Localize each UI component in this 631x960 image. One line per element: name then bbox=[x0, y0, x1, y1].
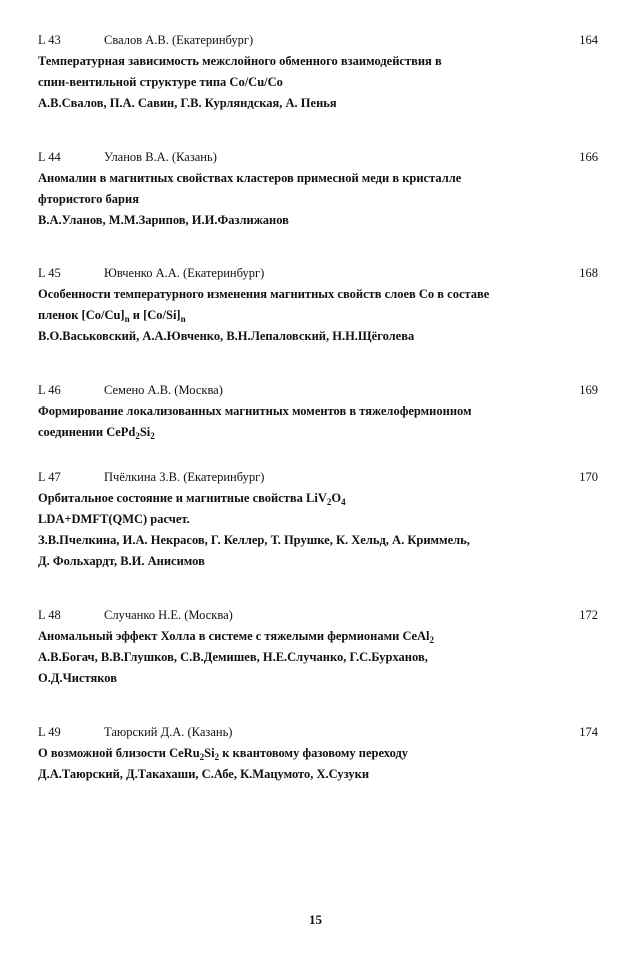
entry-code: L 49 bbox=[38, 725, 61, 739]
entry-code: L 45 bbox=[38, 266, 61, 280]
entry-presenter: Случанко Н.Е. (Москва) bbox=[104, 608, 233, 622]
toc-entry bbox=[38, 263, 598, 347]
entry-title bbox=[38, 743, 598, 764]
entry-authors-line: А.В.Свалов, П.А. Савин, Г.В. Курляндская, А. Пенья bbox=[38, 96, 337, 110]
entry-code: L 48 bbox=[38, 608, 61, 622]
entry-authors bbox=[38, 326, 598, 347]
entry-header bbox=[38, 722, 598, 743]
page-number: 15 bbox=[309, 912, 322, 927]
entry-title-line: Орбитальное состояние и магнитные свойства $LiV_2O_4$ bbox=[38, 491, 346, 507]
toc-entry bbox=[38, 605, 598, 689]
entry-authors bbox=[38, 93, 598, 114]
entry-code: L 44 bbox=[38, 150, 61, 164]
entry-header bbox=[38, 263, 598, 284]
entry-code: L 46 bbox=[38, 383, 61, 397]
entry-page-number: 166 bbox=[579, 150, 598, 164]
entry-presenter: Свалов А.В. (Екатеринбург) bbox=[104, 33, 254, 47]
entry-authors-line: А.В.Богач, В.В.Глушков, С.В.Демишев, Н.Е.Случанко, Г.С.Бурханов, bbox=[38, 650, 428, 664]
entry-title-line: LDA+DMFT(QMC) расчет. bbox=[38, 512, 190, 526]
entry-code: L 47 bbox=[38, 470, 61, 484]
entry-authors-line: О.Д.Чистяков bbox=[38, 671, 117, 685]
entry-page-number: 164 bbox=[579, 33, 598, 47]
toc-entry bbox=[38, 30, 598, 114]
entry-header bbox=[38, 380, 598, 401]
entry-title bbox=[38, 284, 598, 326]
entry-header bbox=[38, 147, 598, 168]
entry-title-line: Аномальный эффект Холла в системе с тяжелыми фермионами CeAl$_2$ bbox=[38, 629, 435, 645]
toc-entry bbox=[38, 722, 598, 785]
entry-authors bbox=[38, 530, 598, 572]
entry-code: L 43 bbox=[38, 33, 61, 47]
entry-authors-line: Д. Фольхардт, В.И. Анисимов bbox=[38, 554, 205, 568]
entry-authors-line: З.В.Пчелкина, И.А. Некрасов, Г. Келлер, Т. Прушке, К. Хельд, А. Криммель, bbox=[38, 533, 470, 547]
entry-title-line: спин-вентильной структуре типа Co/Cu/Co bbox=[38, 75, 283, 89]
entry-header bbox=[38, 467, 598, 488]
entry-presenter: Семено А.В. (Москва) bbox=[104, 383, 223, 397]
entry-title bbox=[38, 51, 598, 93]
entry-header bbox=[38, 605, 598, 626]
entry-title-line: Формирование локализованных магнитных моментов в тяжелофермионном bbox=[38, 404, 472, 418]
toc-entry bbox=[38, 467, 598, 572]
entry-page-number: 172 bbox=[579, 608, 598, 622]
entry-header bbox=[38, 30, 598, 51]
entry-page-number: 170 bbox=[579, 470, 598, 484]
entry-title bbox=[38, 401, 598, 443]
entry-authors bbox=[38, 210, 598, 231]
entry-presenter: Ювченко А.А. (Екатеринбург) bbox=[104, 266, 265, 280]
entry-authors-line: Д.А.Таюрский, Д.Такахаши, С.Абе, К.Мацумото, Х.Сузуки bbox=[38, 767, 370, 781]
entry-title-line: О возможной близости $CeRu_2Si_2$ к квантовому фазовому переходу bbox=[38, 746, 409, 762]
entry-title-line: соединении $CePd_2Si_2$ bbox=[38, 425, 155, 441]
entry-page-number: 169 bbox=[579, 383, 598, 397]
entry-authors-line: В.О.Васьковский, А.А.Ювченко, В.Н.Лепаловский, Н.Н.Щёголева bbox=[38, 329, 415, 343]
entry-title bbox=[38, 168, 598, 210]
entry-page-number: 174 bbox=[579, 725, 598, 739]
entry-title-line: фтористого бария bbox=[38, 192, 139, 206]
entry-title-line: пленок $[Co/Cu]_n$ и $[Co/Si]_n$ bbox=[38, 308, 186, 324]
entry-page-number: 168 bbox=[579, 266, 598, 280]
entry-title bbox=[38, 488, 598, 530]
toc-entry bbox=[38, 380, 598, 443]
entry-authors bbox=[38, 647, 598, 689]
entry-title-line: Аномалии в магнитных свойствах кластеров примесной меди в кристалле bbox=[38, 171, 462, 185]
toc-entry bbox=[38, 147, 598, 231]
entry-presenter: Таюрский Д.А. (Казань) bbox=[104, 725, 233, 739]
entry-authors bbox=[38, 764, 598, 785]
entry-title-line: Особенности температурного изменения магнитных свойств слоев Co в составе bbox=[38, 287, 490, 301]
entry-presenter: Пчёлкина З.В. (Екатеринбург) bbox=[104, 470, 265, 484]
entry-presenter: Уланов В.А. (Казань) bbox=[104, 150, 217, 164]
entry-title-line: Температурная зависимость межслойного обменного взаимодействия в bbox=[38, 54, 442, 68]
entry-authors-line: В.А.Уланов, М.М.Зарипов, И.И.Фазлижанов bbox=[38, 213, 289, 227]
entry-title bbox=[38, 626, 598, 647]
